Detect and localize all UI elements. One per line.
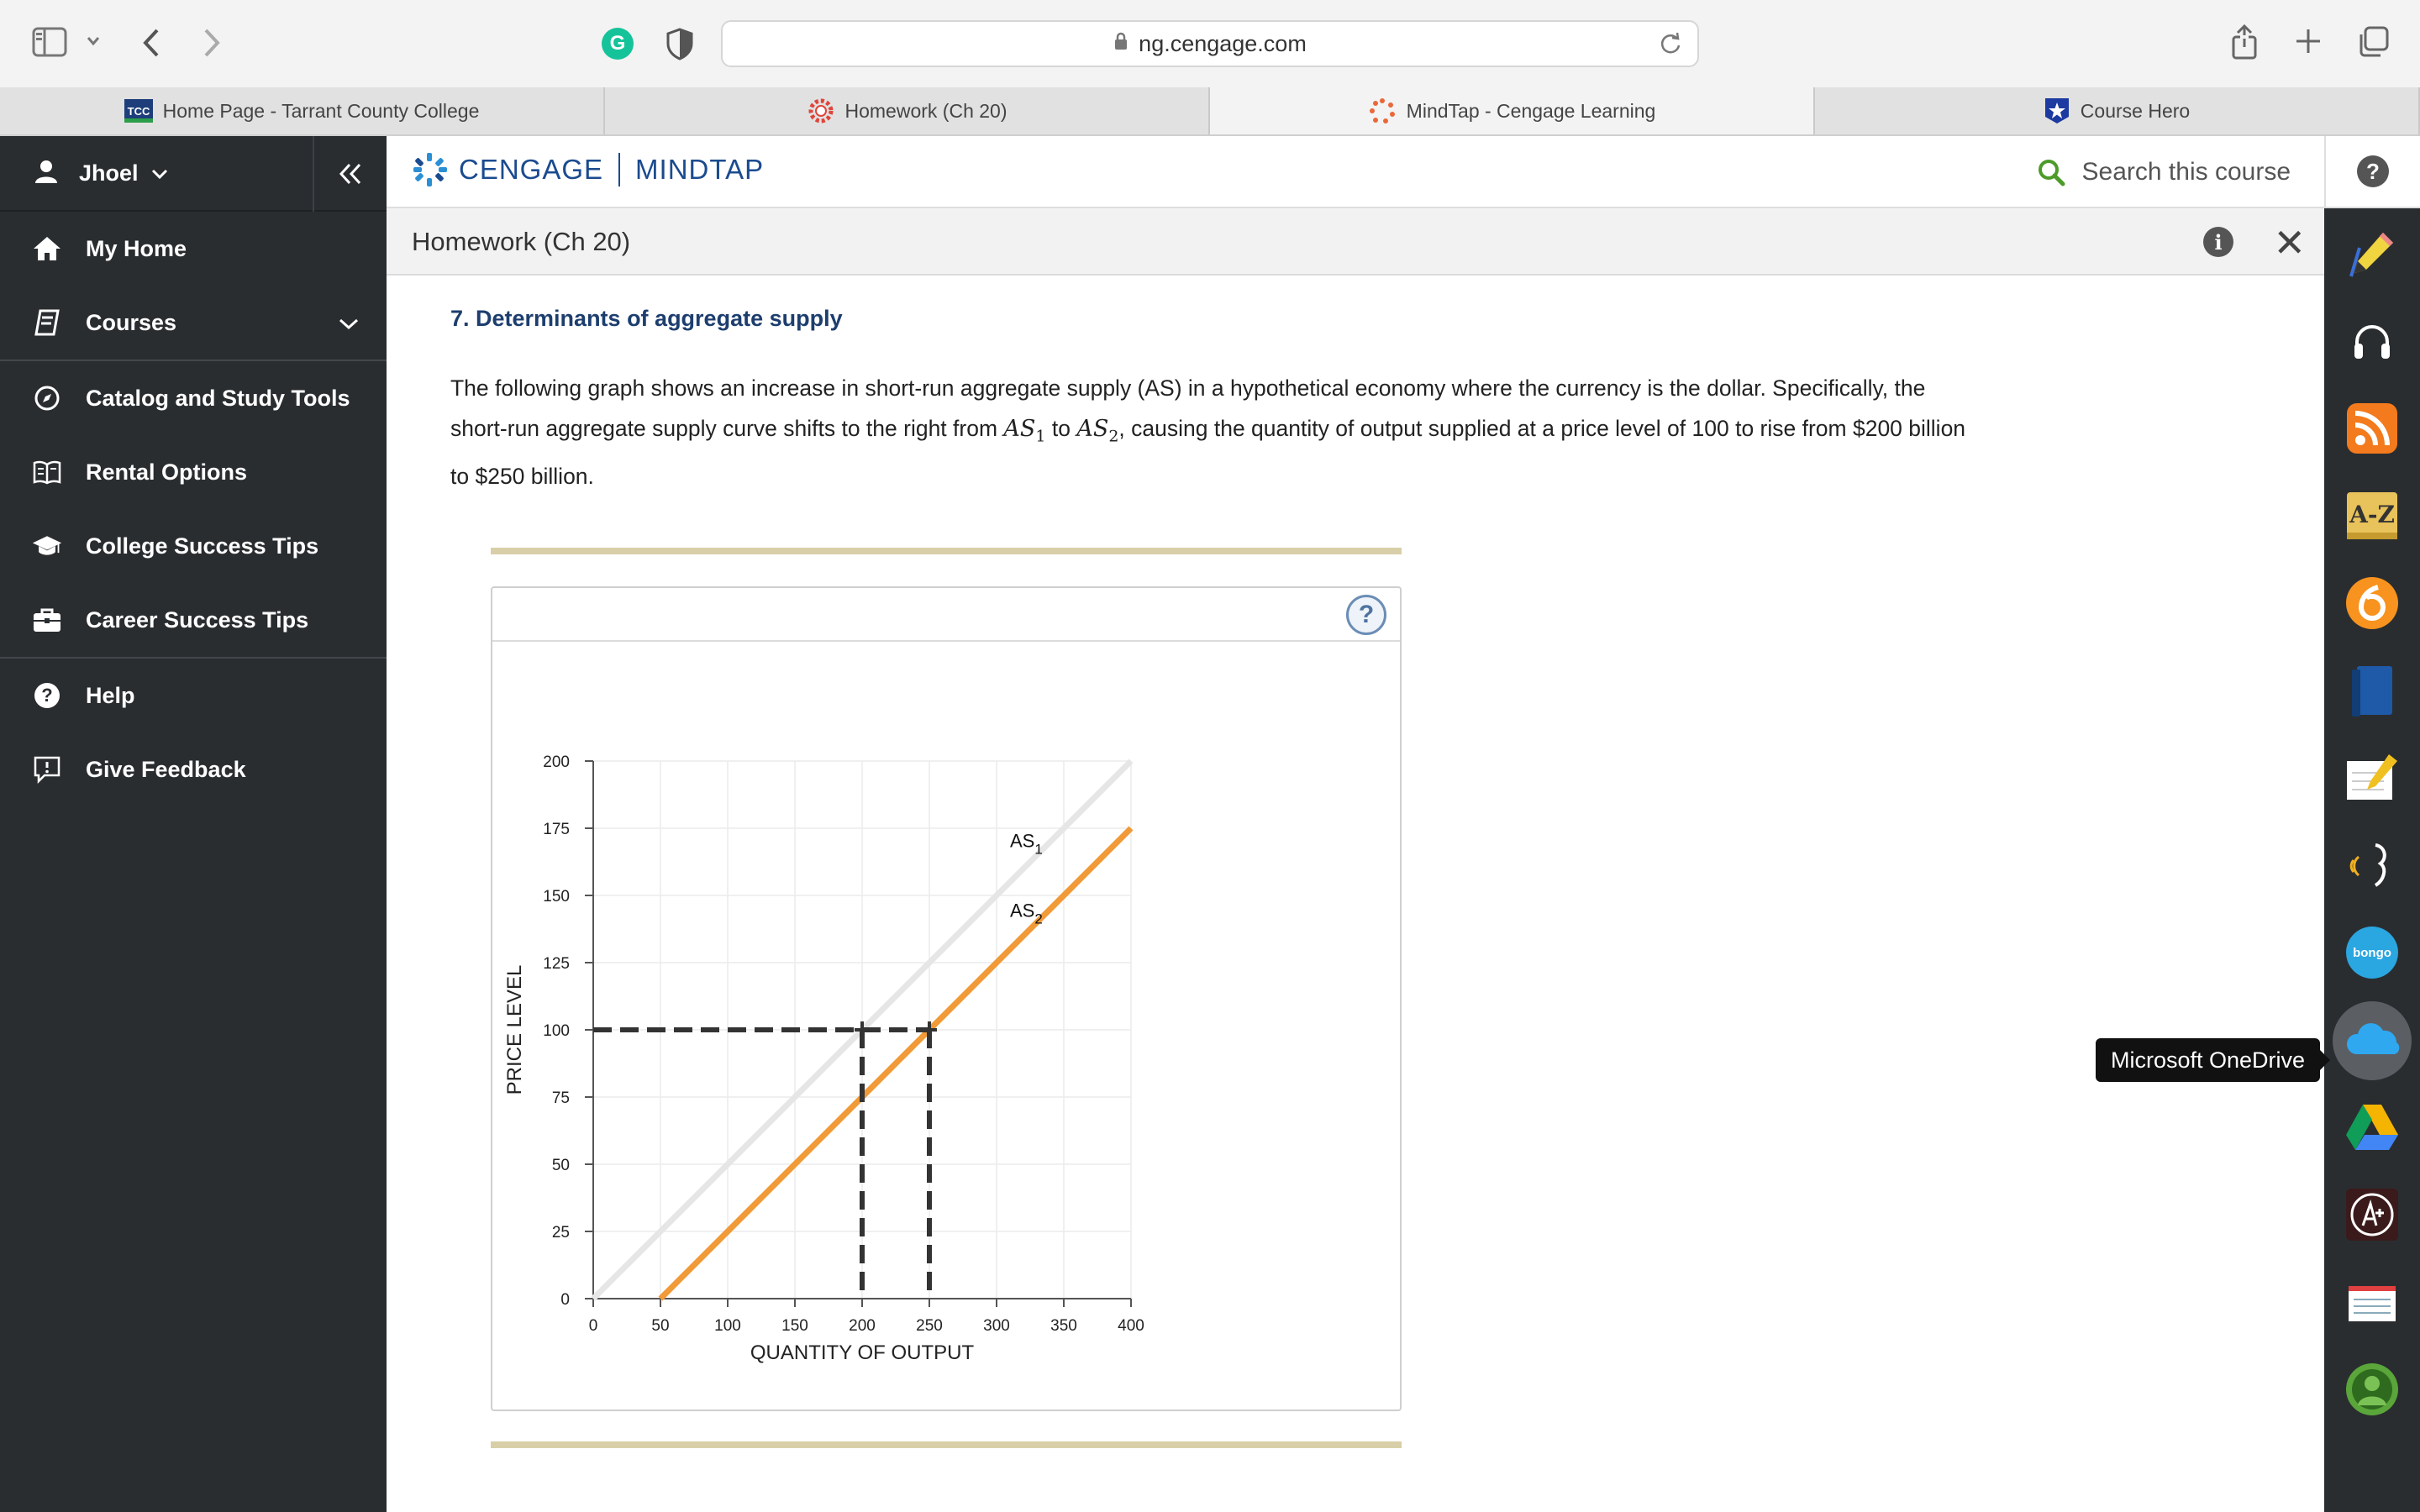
dock-item-audio[interactable] <box>2324 297 2420 385</box>
math-as2-base: AS <box>1076 416 1109 442</box>
x-tick-label: 0 <box>588 1317 598 1335</box>
dock-item-bongo[interactable] <box>2324 909 2420 996</box>
chevron-down-icon[interactable] <box>86 35 101 47</box>
tab-label: Homework (Ch 20) <box>844 99 1007 122</box>
graph-divider-bottom <box>491 1441 1402 1448</box>
chevron-down-icon <box>338 311 360 337</box>
reload-icon[interactable] <box>1659 32 1682 61</box>
y-tick-label: 175 <box>543 821 570 838</box>
ebook-icon <box>2349 664 2396 717</box>
dock-item-flashcards[interactable] <box>2324 1258 2420 1346</box>
sidebar-item-my-home[interactable] <box>0 212 387 286</box>
tab-label: Home Page - Tarrant County College <box>162 99 480 122</box>
y-tick-label: 75 <box>551 1089 570 1107</box>
question-text-part: The following graph shows an increase in short-run aggregate supply (AS) in a hypothetical economy where the currency is the dollar. Specifically, the short-run aggregate supply curve shifts to the right from <box>450 375 1926 441</box>
address-bar[interactable] <box>721 20 1699 67</box>
help-icon <box>32 681 62 710</box>
question-text-part: to <box>1045 416 1077 441</box>
chevron-down-icon <box>150 168 169 184</box>
double-chevron-left-icon <box>337 162 364 186</box>
user-menu[interactable] <box>0 136 387 212</box>
tab-mindtap[interactable] <box>1210 87 1815 134</box>
math-as2 <box>1076 416 1119 446</box>
open-book-icon <box>32 459 62 485</box>
series-label-as1: $AS_1$ <box>1010 830 1043 858</box>
as-shift-chart <box>492 643 1400 1410</box>
course-hero-icon <box>2044 97 2070 125</box>
search-icon <box>2037 158 2065 186</box>
flashcards-icon <box>2345 1279 2399 1325</box>
sidebar-item-courses[interactable] <box>0 286 387 360</box>
back-icon[interactable] <box>141 27 161 59</box>
grammarly-icon[interactable]: G <box>602 28 634 60</box>
x-tick-label: 350 <box>1050 1317 1077 1335</box>
x-axis-label: QUANTITY OF OUTPUT <box>750 1341 975 1364</box>
y-tick-label: 100 <box>543 1022 570 1040</box>
graduation-cap-icon <box>32 533 62 559</box>
compass-icon <box>32 385 62 412</box>
url-text: ng.cengage.com <box>1139 30 1307 56</box>
y-tick-label: 200 <box>543 753 570 771</box>
question-text-part: , causing the quantity of output supplied at a price level of 100 to rise from $200 billion to $250 billion. <box>450 416 1966 490</box>
graph-divider-top <box>491 548 1402 554</box>
dock-item-profile[interactable] <box>2324 1346 2420 1433</box>
aplus-icon <box>2344 1187 2400 1242</box>
bongo-icon <box>2344 925 2400 980</box>
sidebar-item-college-success-tips[interactable] <box>0 509 387 583</box>
y-tick-label: 50 <box>551 1157 570 1174</box>
math-as2-sub: 2 <box>1108 427 1119 446</box>
headphones-icon <box>2351 320 2393 362</box>
onedrive-icon <box>2343 1021 2402 1059</box>
profile-icon <box>2344 1362 2400 1417</box>
book-icon <box>32 309 62 336</box>
app-header <box>387 136 2324 208</box>
math-as1-sub: 1 <box>1035 427 1046 446</box>
dock-item-ebook[interactable] <box>2324 647 2420 734</box>
lock-icon <box>1113 31 1128 57</box>
new-tab-icon[interactable] <box>2294 27 2323 55</box>
x-tick-label: 300 <box>983 1317 1010 1335</box>
cengage-mindtap-logo[interactable] <box>412 151 764 188</box>
tab-overview-icon[interactable] <box>2356 25 2390 59</box>
close-icon[interactable]: ✕ <box>2273 221 2306 265</box>
sidebar-item-label: Catalog and Study Tools <box>86 385 350 411</box>
dock-item-google-drive[interactable] <box>2324 1084 2420 1171</box>
app-dock <box>2324 208 2420 1512</box>
graph-help-button[interactable]: ? <box>1346 595 1386 635</box>
y-tick-label: 0 <box>560 1291 570 1309</box>
y-axis-label: PRICE LEVEL <box>503 964 526 1095</box>
dock-item-aplus[interactable] <box>2324 1171 2420 1258</box>
series-label-as2: $AS_2$ <box>1010 900 1043 927</box>
forward-icon[interactable] <box>202 27 222 59</box>
dock-item-highlighter[interactable] <box>2324 210 2420 297</box>
share-icon[interactable] <box>2230 24 2259 60</box>
x-tick-label: 50 <box>651 1317 670 1335</box>
cengage-gear-icon <box>807 97 835 125</box>
help-icon: ? <box>2357 155 2389 187</box>
x-tick-label: 150 <box>781 1317 808 1335</box>
sidebar-item-rental-options[interactable] <box>0 435 387 509</box>
browser-tab-strip <box>0 87 2420 136</box>
x-tick-label: 200 <box>849 1317 876 1335</box>
tab-tarrant-county-college[interactable] <box>0 87 605 134</box>
question-title: 7. Determinants of aggregate supply <box>450 306 843 331</box>
sidebar-item-career-success-tips[interactable] <box>0 583 387 657</box>
svg-text:?: ? <box>41 685 53 706</box>
sidebar-item-help[interactable] <box>0 659 387 732</box>
left-sidebar <box>0 136 387 1512</box>
math-as1 <box>1003 416 1046 446</box>
cengage-logo-icon <box>412 151 449 188</box>
sidebar-item-catalog-study-tools[interactable] <box>0 361 387 435</box>
dock-item-readspeaker[interactable] <box>2324 822 2420 909</box>
sidebar-item-label: Rental Options <box>86 459 248 485</box>
y-tick-label: 25 <box>551 1224 570 1242</box>
course-search[interactable] <box>2037 136 2324 208</box>
activity-title-bar <box>387 208 2324 276</box>
x-tick-label: 250 <box>916 1317 943 1335</box>
question-text <box>450 368 1980 496</box>
notes-icon <box>2345 753 2399 803</box>
tab-course-hero[interactable] <box>1815 87 2420 134</box>
dock-item-notes[interactable] <box>2324 734 2420 822</box>
svg-text:A-Z: A-Z <box>2349 501 2395 528</box>
sidebar-item-label: Give Feedback <box>86 756 246 782</box>
tcc-icon <box>124 99 153 123</box>
logo-text-mindtap: MINDTAP <box>635 154 765 185</box>
user-icon <box>34 159 59 188</box>
tab-label: Course Hero <box>2080 99 2191 122</box>
dock-item-cengage-6[interactable] <box>2324 559 2420 647</box>
home-icon <box>32 235 62 262</box>
x-tick-label: 400 <box>1118 1317 1144 1335</box>
sidebar-item-label: Career Success Tips <box>86 606 309 633</box>
y-tick-label: 125 <box>543 955 570 973</box>
briefcase-icon <box>32 606 62 633</box>
svg-text:TCC: TCC <box>127 105 150 118</box>
logo-text-cengage: CENGAGE <box>459 154 604 185</box>
shield-icon[interactable] <box>666 27 694 60</box>
global-help-button[interactable] <box>2324 136 2420 208</box>
sidebar-item-label: Help <box>86 682 135 708</box>
sidebar-toggle-icon[interactable] <box>32 27 67 57</box>
cengage-6-icon <box>2344 575 2400 631</box>
rss-icon <box>2345 402 2399 455</box>
readspeaker-icon <box>2347 840 2397 890</box>
activity-content <box>387 276 2324 1512</box>
math-as1-base: AS <box>1003 416 1036 442</box>
collapse-sidebar-button[interactable] <box>313 136 387 212</box>
tab-label: MindTap - Cengage Learning <box>1406 99 1656 122</box>
graph-container <box>491 586 1402 1411</box>
sidebar-item-label: College Success Tips <box>86 533 319 559</box>
logo-divider <box>618 153 620 186</box>
sidebar-item-label: Courses <box>86 309 177 335</box>
dock-item-rss[interactable] <box>2324 385 2420 472</box>
dock-item-dictionary[interactable] <box>2324 472 2420 559</box>
x-tick-label: 100 <box>714 1317 741 1335</box>
info-icon[interactable]: i <box>2203 227 2233 257</box>
sidebar-item-give-feedback[interactable] <box>0 732 387 806</box>
svg-text:bongo: bongo <box>2353 946 2391 960</box>
y-tick-label: 150 <box>543 888 570 906</box>
tab-homework-ch-20[interactable] <box>605 87 1210 134</box>
graph-toolbar <box>492 588 1400 642</box>
browser-toolbar <box>0 0 2420 87</box>
sidebar-item-label: My Home <box>86 235 187 261</box>
search-input[interactable]: Search this course <box>2081 158 2291 186</box>
feedback-icon <box>32 755 62 784</box>
onedrive-tooltip: Microsoft OneDrive <box>2096 1038 2320 1082</box>
dock-item-onedrive[interactable] <box>2324 996 2420 1084</box>
activity-title: Homework (Ch 20) <box>412 227 631 256</box>
mindtap-icon <box>1368 97 1397 125</box>
dictionary-az-icon <box>2345 491 2399 541</box>
pencil-icon <box>2346 228 2398 280</box>
google-drive-icon <box>2344 1103 2400 1152</box>
user-name: Jhoel <box>79 160 139 186</box>
series-line-as2 <box>660 828 1131 1299</box>
